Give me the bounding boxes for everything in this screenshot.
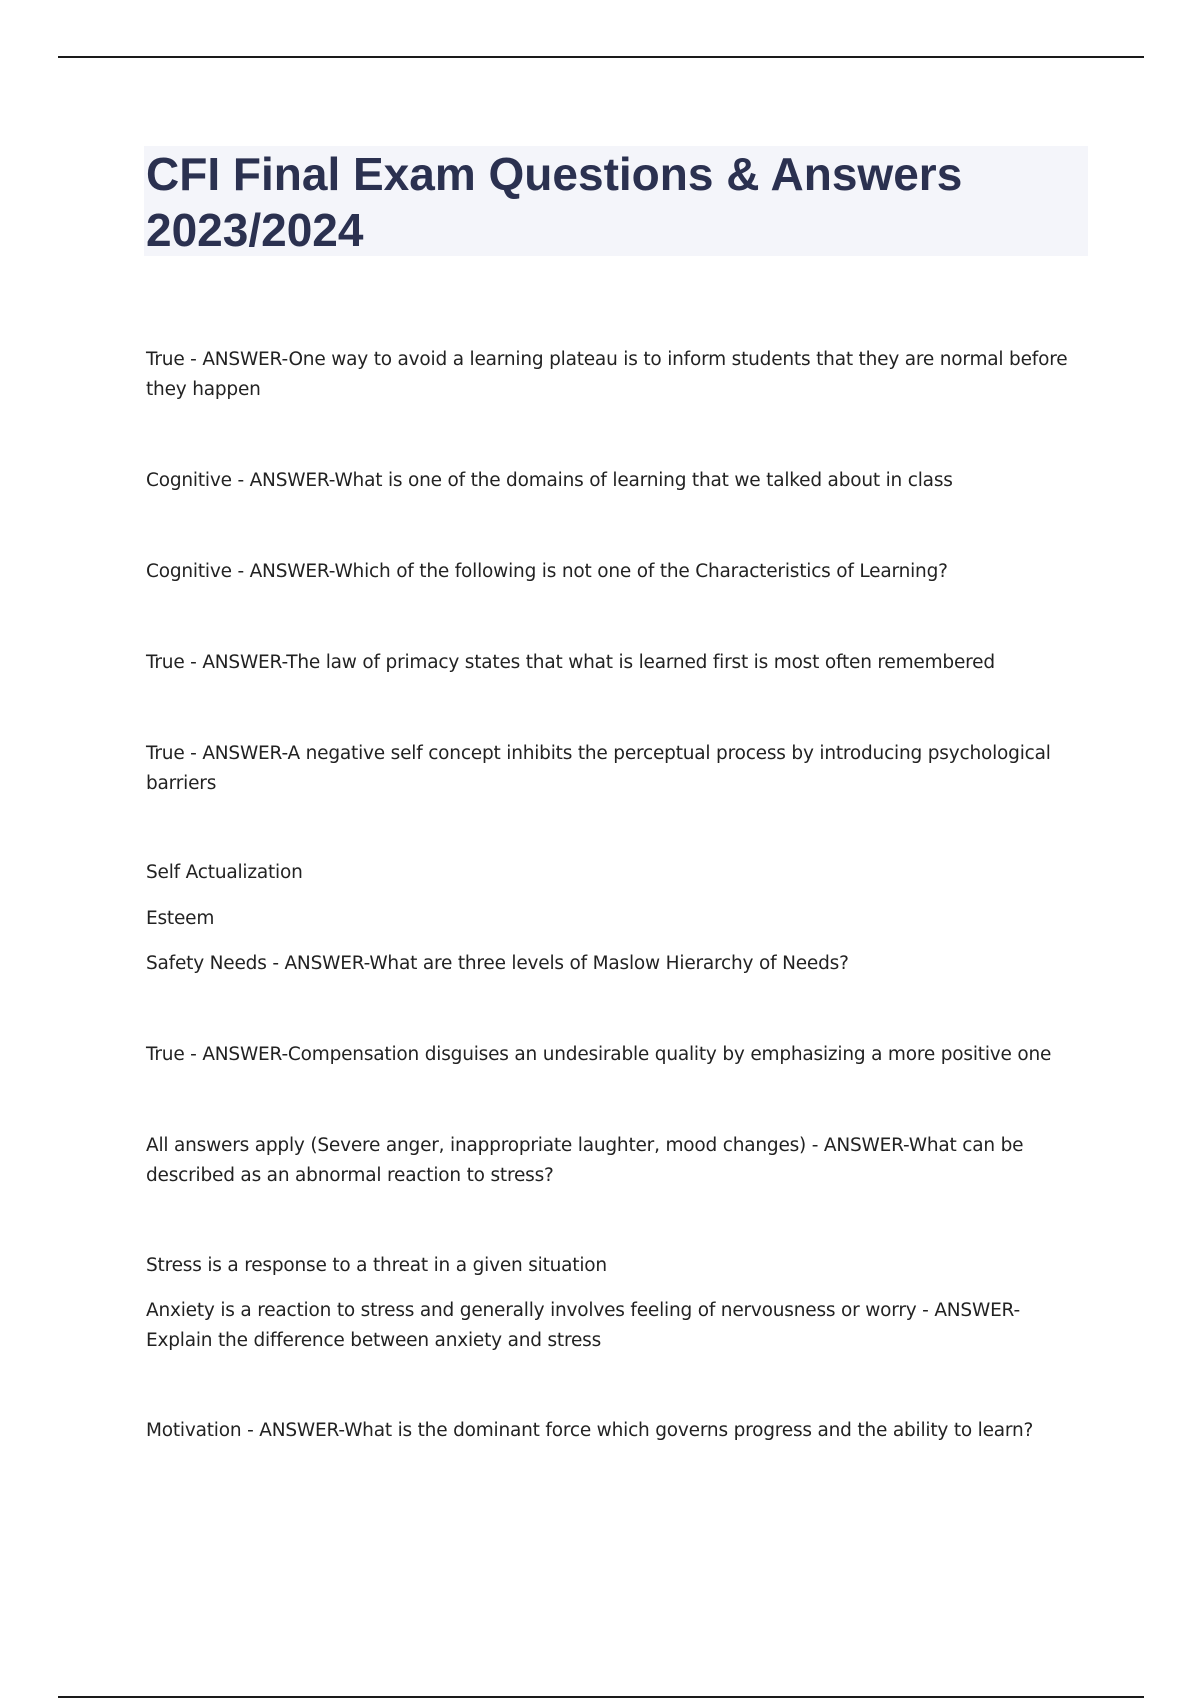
qa-entry: All answers apply (Severe anger, inappropriate laughter, mood changes) - ANSWER-What can be described as an abnormal reaction to stress? [146, 1135, 1024, 1186]
qa-entry: True - ANSWER-The law of primacy states that what is learned first is most often remembered [146, 652, 995, 673]
qa-entry: Anxiety is a reaction to stress and generally involves feeling of nervousness or worry - ANSWER-Explain the difference between anxiety and stress [146, 1300, 1020, 1351]
qa-entry: Safety Needs - ANSWER-What are three levels of Maslow Hierarchy of Needs? [146, 953, 849, 974]
qa-entry: Cognitive - ANSWER-Which of the following is not one of the Characteristics of Learning? [146, 561, 948, 582]
footer-rule [58, 1696, 1144, 1698]
document-title: CFI Final Exam Questions & Answers 2023/2024 [146, 148, 963, 256]
qa-entry: Stress is a response to a threat in a given situation [146, 1255, 607, 1276]
qa-entry: True - ANSWER-Compensation disguises an undesirable quality by emphasizing a more positive one [146, 1044, 1052, 1065]
qa-entry: Motivation - ANSWER-What is the dominant force which governs progress and the ability to learn? [146, 1420, 1034, 1441]
qa-entry: Self Actualization [146, 862, 303, 883]
qa-entry: True - ANSWER-A negative self concept inhibits the perceptual process by introducing psychological barriers [146, 743, 1051, 794]
qa-entry: Cognitive - ANSWER-What is one of the domains of learning that we talked about in class [146, 470, 953, 491]
qa-entry: True - ANSWER-One way to avoid a learning plateau is to inform students that they are normal before they happen [146, 349, 1068, 400]
header-rule [58, 56, 1144, 58]
qa-entry: Esteem [146, 908, 215, 929]
